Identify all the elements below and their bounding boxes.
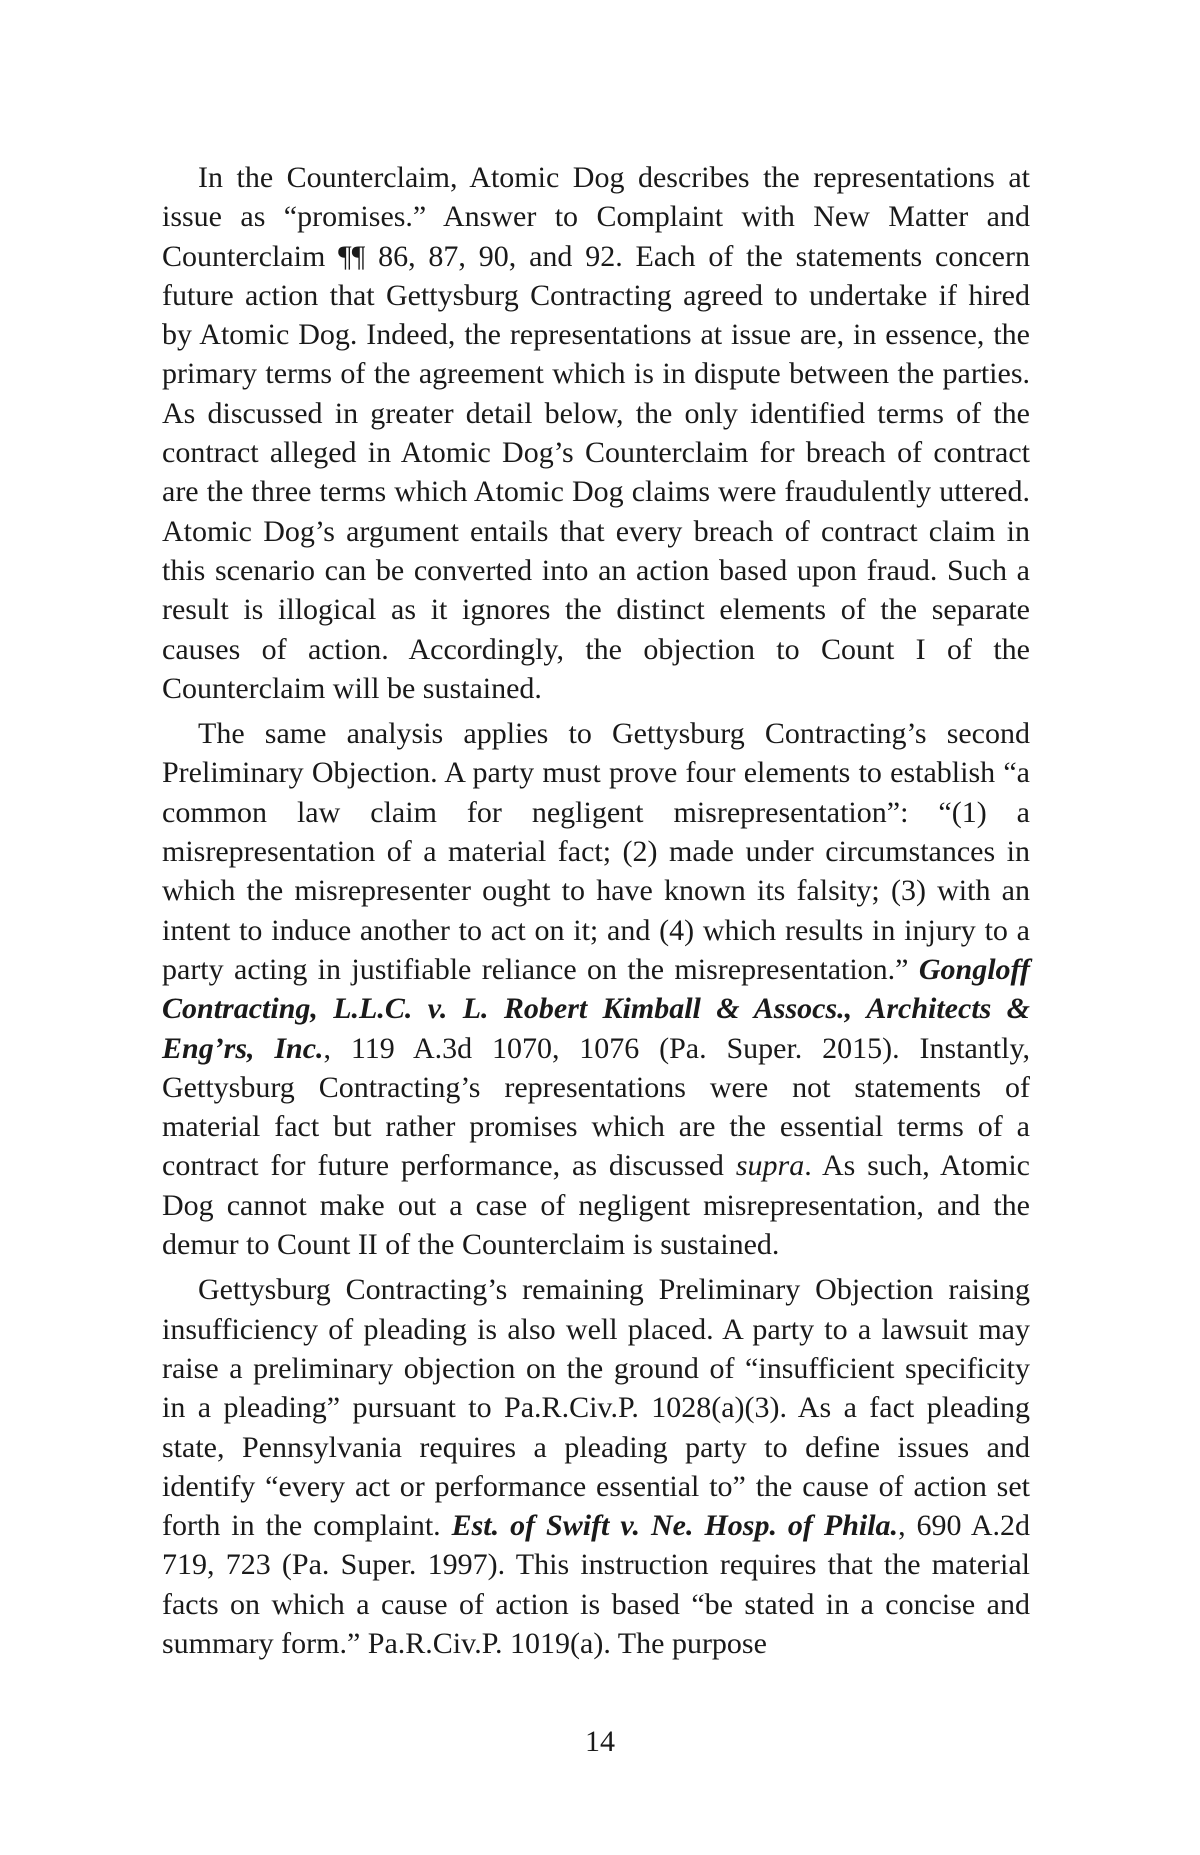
document-body [162,158,1030,1669]
supra-reference: supra [735,1149,805,1183]
paragraph-3 [162,1270,1030,1663]
paragraph-3-text-continued: , 690 A.2d 719, 723 (Pa. Super. 1997). This instruction requires that the material facts on which a cause of action is based “be stated in a concise and summary form.” Pa.R.Civ.P. 1019(a). The purpose [162,1509,1030,1660]
paragraph-2-text-end: . As such, Atomic Dog cannot make out a case of negligent misrepresentation, and the demur to Count II of the Counterclaim is sustained. [162,1149,1030,1262]
paragraph-1-text: In the Counterclaim, Atomic Dog describes the representations at issue as “promises.” Answer to Complaint with New Matter and Counterclaim ¶¶ 86, 87, 90, and 92. Each of the statements concern future action that Gettysburg Contracting agreed to undertake if hired by Atomic Dog. Indeed, the representations at issue are, in essence, the primary terms of the agreement which is in dispute between the parties. As discussed in greater detail below, the only identified terms of the contract alleged in Atomic Dog’s Counterclaim for breach of contract are the three terms which Atomic Dog claims were fraudulently uttered. Atomic Dog’s argument entails that every breach of contract claim in this scenario can be converted into an action based upon fraud. Such a result is illogical as it ignores the distinct elements of the separate causes of action. Accordingly, the objection to Count I of the Counterclaim will be sustained. [162,161,1030,705]
paragraph-2-text-continued: , 119 A.3d 1070, 1076 (Pa. Super. 2015). Instantly, Gettysburg Contracting’s representations were not statements of material fact but rather promises which are the essential terms of a contract for future performance, as discussed [162,1031,1030,1183]
paragraph-1 [162,158,1030,708]
paragraph-3-text: Gettysburg Contracting’s remaining Preliminary Objection raising insufficiency of pleading is also well placed. A party to a lawsuit may raise a preliminary objection on the ground of “insufficient specificity in a pleading” pursuant to Pa.R.Civ.P. 1028(a)(3). As a fact pleading state, Pennsylvania requires a pleading party to define issues and identify “every act or performance essential to” the cause of action set forth in the complaint. [162,1273,1030,1543]
page-number: 14 [585,1725,615,1758]
case-citation-swift: Est. of Swift v. Ne. Hosp. of Phila. [451,1509,899,1543]
paragraph-2 [162,714,1030,1264]
paragraph-2-text: The same analysis applies to Gettysburg Contracting’s second Preliminary Objection. A party must prove four elements to establish “a common law claim for negligent misrepresentation”: “(1) a misrepresentation of a material fact; (2) made under circumstances in which the misrepresenter ought to have known its falsity; (3) with an intent to induce another to act on it; and (4) which results in injury to a party acting in justifiable reliance on the misrepresentation.” [162,717,1030,986]
case-citation-gongloff: Gongloff Contracting, L.L.C. v. L. Robert Kimball & Assocs., Architects & Eng’rs, Inc. [162,952,1030,1065]
